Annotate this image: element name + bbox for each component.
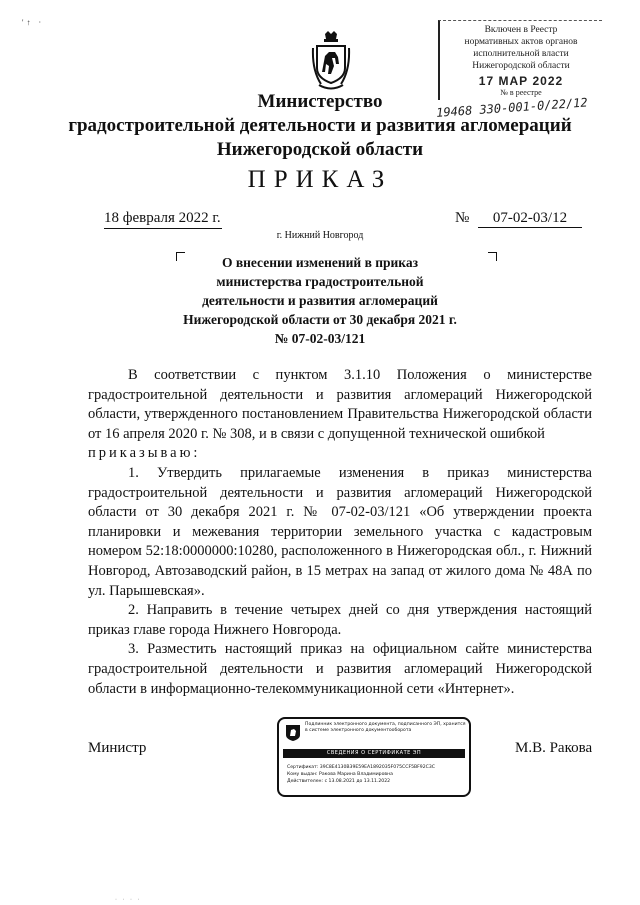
coat-of-arms-icon [311,30,351,92]
subject-line: деятельности и развития агломераций [202,293,438,308]
subject-line: № 07-02-03/121 [274,331,366,346]
scan-mark: · · · · [115,897,142,903]
stamp-date: 17 МАР 2022 [478,74,564,88]
stamp-line: исполнительной власти [473,49,569,59]
registry-number: 19468 330-001-0/22/12 [435,95,589,120]
order-date: 18 февраля 2022 г. [104,210,222,229]
document-type: ПРИКАЗ [247,166,393,193]
subject-line: О внесении изменений в приказ [221,255,419,270]
stamp-line: Включен в Реестр [484,25,558,35]
city: г. Нижний Новгород [276,230,364,241]
signer-role: Министр [88,740,147,756]
esig-owner: Кому выдан: Ракова Марина Владимировна [287,772,393,777]
order-number: 07-02-03/12 [478,210,582,228]
scan-mark: '↑ · [22,18,45,27]
esig-note: Подлинник электронного документа, подписанного ЭП, хранится в системе электронного документооборота [305,722,466,733]
coat-of-arms-icon [285,724,301,742]
subject-line: Нижегородской области от 30 декабря 2021 г. [183,312,457,327]
signer-name: М.В. Ракова [515,740,593,756]
order-body [88,366,592,699]
order-subject [140,253,500,348]
order-item-1: 1. Утвердить прилагаемые изменения в приказ министерства градостроительной деятельности и развития агломераций Нижегородской области от 30 декабря 2021 г. № 07-02-03/121 «Об утверждении проекта планировки и межевания территории земельного участка с кадастровым номером 52:18:0000000:10280, расположенного в Нижегородская обл., г. Нижний Новгород, Автозаводский район, в 15 метрах на запад от жилого дома № 48А по ул. Парышевская». [88,464,592,599]
order-word: приказываю: [88,445,201,462]
subject-line: министерства градостроительной [216,274,424,289]
registry-stamp [438,20,602,100]
ministry-name: градостроительной деятельности и развития агломераций [68,115,572,136]
esig-validity: Действителен: с 13.08.2021 до 13.11.2022 [287,779,391,784]
preamble: В соответствии с пунктом 3.1.10 Положения о министерстве градостроительной деятельности и развития агломераций Нижегородской области, утвержденного постановлением Правительства Нижегородской области от 16 апреля 2020 г. № 308, и в связи с допущенной технической ошибкой [88,367,592,442]
order-item-2: 2. Направить в течение четырех дней со дня утверждения настоящий приказ главе города Нижнего Новгорода. [88,602,592,638]
stamp-line: Нижегородской области [472,61,570,71]
electronic-signature-stamp [277,717,471,797]
stamp-registry-label: № в реестре [500,88,542,97]
number-sign: № [455,210,470,226]
esig-certificate: Сертификат: 39C8E4130B39E59EA1892035F075CCF5BF92C3C [287,765,435,770]
order-item-3: 3. Разместить настоящий приказ на официальном сайте министерства градостроительной деятельности и развития агломераций Нижегородской области в информационно-телекоммуникационной сети «Интернет». [88,641,592,697]
stamp-line: нормативных актов органов [464,37,578,47]
esig-title: СВЕДЕНИЯ О СЕРТИФИКАТЕ ЭП [283,749,465,758]
ministry-region: Нижегородской области [216,139,424,160]
ministry-name: Министерство [257,91,383,112]
